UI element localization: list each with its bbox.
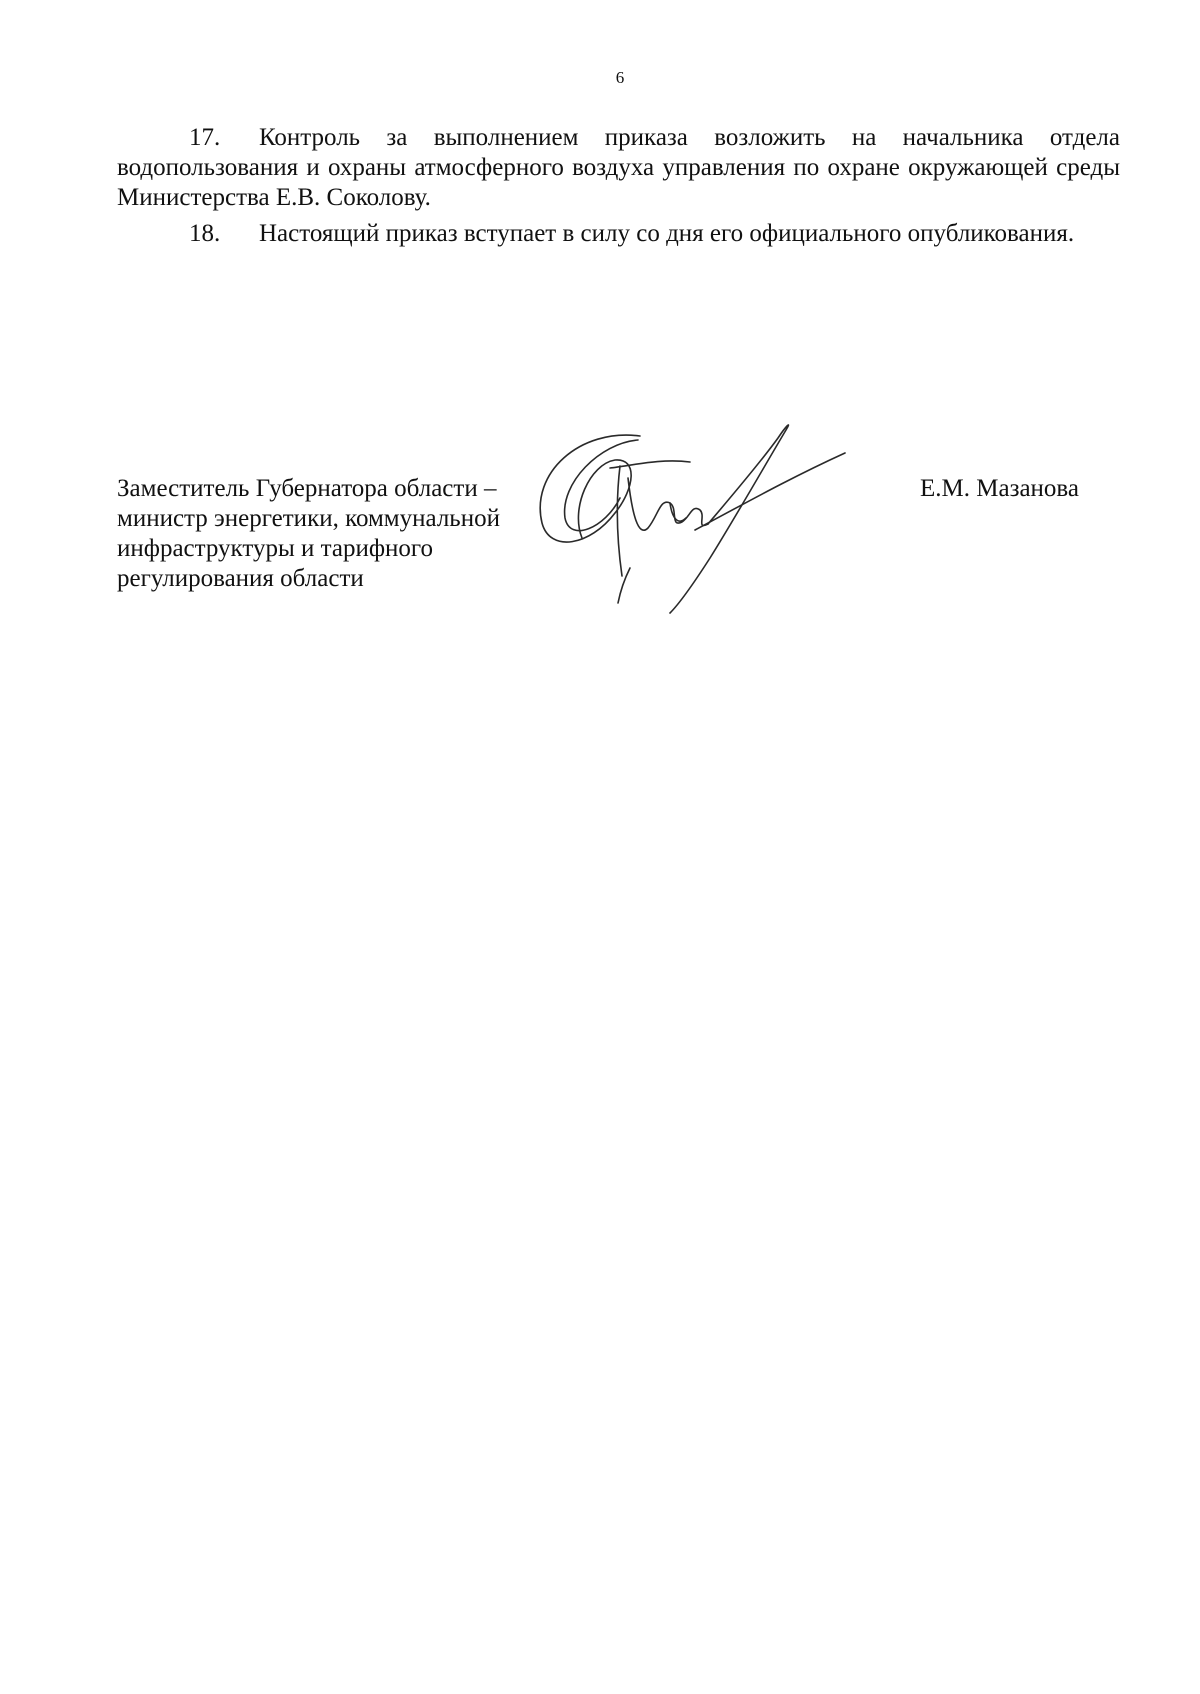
signer-position-line: инфраструктуры и тарифного [117,535,434,562]
handwritten-signature-icon [520,418,900,628]
paragraph-17-number: 17. [189,124,221,151]
signer-position-line: регулирования области [117,565,364,592]
paragraph-18 [117,219,1120,249]
paragraph-17 [117,123,1120,213]
page-number: 6 [615,68,625,87]
signer-position-line: Заместитель Губернатора области – [117,475,497,502]
signer-position-line: министр энергетики, коммунальной [117,505,500,532]
signer-name: Е.М. Мазанова [920,475,1079,502]
signer-position [117,474,577,594]
paragraph-17-text: Контроль за выполнением приказа возложить на начальника отдела водопользования и охраны атмосферного воздуха управления по охране окружающей среды Министерства Е.В. Соколову. [117,124,1120,211]
paragraph-18-number: 18. [189,220,221,247]
paragraph-18-text: Настоящий приказ вступает в силу со дня его официального опубликования. [259,220,1075,247]
